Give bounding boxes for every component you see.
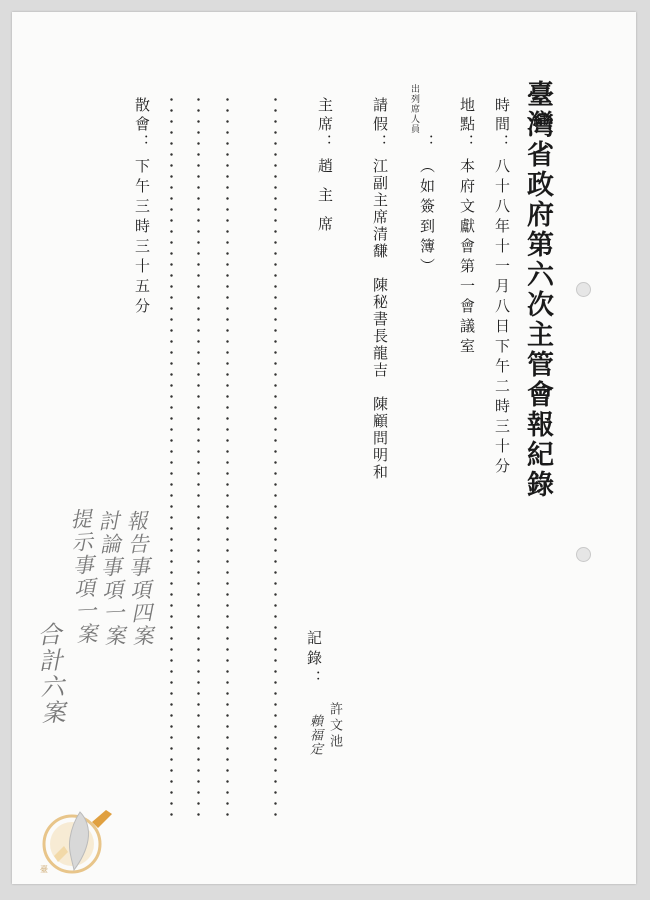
field-label-chair: 主席 <box>316 97 334 135</box>
dotted-line-2 <box>226 94 229 822</box>
field-value-attendees: （如簽到簿） <box>418 158 436 278</box>
handwritten-note-2: 討論事項一案 <box>95 509 127 649</box>
dotted-line-3 <box>197 94 200 822</box>
field-label-time: 時間 <box>493 97 511 135</box>
field-label-location: 地點 <box>458 97 476 135</box>
svg-text:臺: 臺 <box>40 865 48 874</box>
field-colon-attendees: ： <box>418 134 436 149</box>
field-value-adjourn: 下午三時三十五分 <box>133 158 151 318</box>
binding-hole <box>576 282 591 297</box>
handwritten-note-3: 提示事項一案 <box>67 507 99 647</box>
document-title: 臺灣省政府第六次主管會報紀錄 <box>522 80 553 500</box>
field-label-leave: 請假 <box>371 97 389 135</box>
field-value-chair: 趙主席 <box>316 158 334 245</box>
field-colon-leave: ： <box>371 134 389 149</box>
recorder-label: 記錄： <box>305 630 323 690</box>
handwritten-note-total: 合計六案 <box>32 621 66 727</box>
field-value-location: 本府文獻會第一會議室 <box>458 158 476 358</box>
field-label-attendees: 出列席人員 <box>409 84 419 134</box>
binding-hole <box>576 547 591 562</box>
field-value-time: 八十八年十一月八日下午二時三十分 <box>493 158 511 478</box>
field-colon-location: ： <box>458 134 476 149</box>
dotted-line-4 <box>170 94 173 822</box>
field-label-adjourn: 散會 <box>133 97 151 135</box>
field-colon-time: ： <box>493 134 511 149</box>
document-page <box>12 12 636 884</box>
handwritten-note-1: 報告事項四案 <box>123 509 155 649</box>
dotted-line-1 <box>274 94 277 822</box>
field-value-leave: 江副主席清馦 陳秘書長龍吉 陳顧問明和 <box>371 158 389 481</box>
field-colon-adjourn: ： <box>133 134 151 149</box>
recorder-name-1: 許文池 <box>327 702 342 750</box>
taiwan-logo-icon <box>34 800 120 880</box>
field-colon-chair: ： <box>316 134 334 149</box>
recorder-name-2: 賴福定 <box>307 714 322 756</box>
